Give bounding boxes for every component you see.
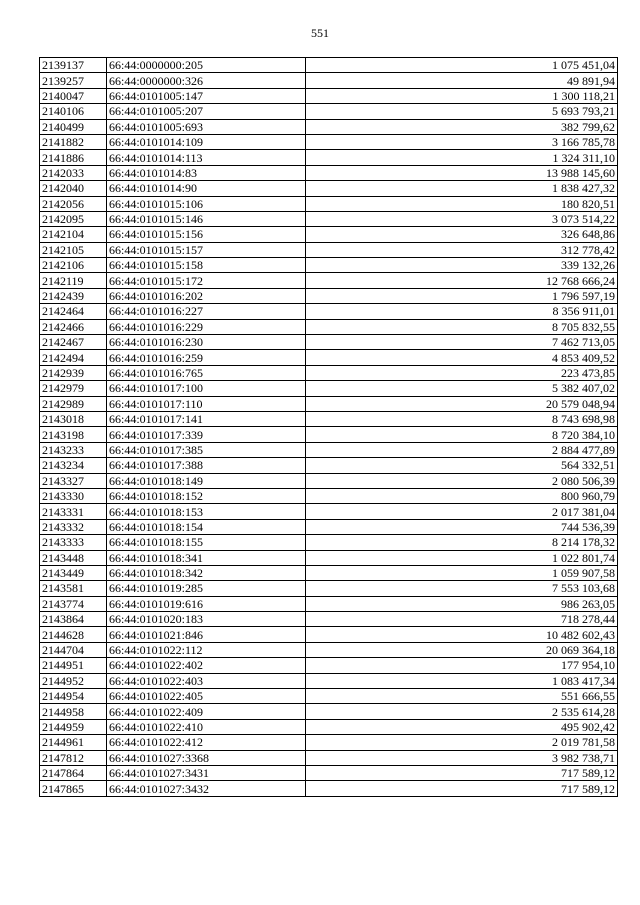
table-row <box>40 519 618 534</box>
value-cell: 1 300 118,21 <box>306 88 618 103</box>
table-row <box>40 411 618 426</box>
cadastral-number-cell: 66:44:0101015:158 <box>107 258 306 273</box>
table-row <box>40 442 618 457</box>
cadastral-number-cell: 66:44:0101015:146 <box>107 211 306 226</box>
table-row <box>40 335 618 350</box>
table-row <box>40 196 618 211</box>
value-cell: 3 982 738,71 <box>306 750 618 765</box>
table-row <box>40 488 618 503</box>
table-row <box>40 273 618 288</box>
id-cell: 2147812 <box>40 750 107 765</box>
cadastral-number-cell: 66:44:0101019:616 <box>107 596 306 611</box>
table-row <box>40 427 618 442</box>
cadastral-number-cell: 66:44:0101015:156 <box>107 227 306 242</box>
table-row <box>40 627 618 642</box>
id-cell: 2142439 <box>40 288 107 303</box>
id-cell: 2141882 <box>40 134 107 149</box>
cadastral-number-cell: 66:44:0101022:112 <box>107 642 306 657</box>
table-row <box>40 550 618 565</box>
table-row <box>40 119 618 134</box>
value-cell: 5 382 407,02 <box>306 381 618 396</box>
cadastral-number-cell: 66:44:0101017:110 <box>107 396 306 411</box>
cadastral-number-cell: 66:44:0101016:259 <box>107 350 306 365</box>
cadastral-number-cell: 66:44:0101022:409 <box>107 704 306 719</box>
id-cell: 2144961 <box>40 735 107 750</box>
value-cell: 1 083 417,34 <box>306 673 618 688</box>
id-cell: 2144628 <box>40 627 107 642</box>
table-row <box>40 642 618 657</box>
value-cell: 7 462 713,05 <box>306 335 618 350</box>
table-row <box>40 735 618 750</box>
cadastral-number-cell: 66:44:0101021:846 <box>107 627 306 642</box>
cadastral-number-cell: 66:44:0101015:172 <box>107 273 306 288</box>
id-cell: 2144958 <box>40 704 107 719</box>
id-cell: 2143233 <box>40 442 107 457</box>
cadastral-number-cell: 66:44:0101018:155 <box>107 535 306 550</box>
id-cell: 2142106 <box>40 258 107 273</box>
id-cell: 2140106 <box>40 104 107 119</box>
id-cell: 2144959 <box>40 719 107 734</box>
table-row <box>40 765 618 780</box>
value-cell: 717 589,12 <box>306 765 618 780</box>
table-row <box>40 227 618 242</box>
value-cell: 8 705 832,55 <box>306 319 618 334</box>
id-cell: 2142040 <box>40 181 107 196</box>
value-cell: 20 069 364,18 <box>306 642 618 657</box>
value-cell: 1 059 907,58 <box>306 565 618 580</box>
value-cell: 1 022 801,74 <box>306 550 618 565</box>
cadastral-number-cell: 66:44:0101016:229 <box>107 319 306 334</box>
id-cell: 2142464 <box>40 304 107 319</box>
table-body <box>40 58 618 797</box>
table-row <box>40 781 618 796</box>
id-cell: 2142119 <box>40 273 107 288</box>
id-cell: 2143449 <box>40 565 107 580</box>
table-row <box>40 458 618 473</box>
id-cell: 2139137 <box>40 58 107 73</box>
id-cell: 2142095 <box>40 211 107 226</box>
id-cell: 2139257 <box>40 73 107 88</box>
table-row <box>40 673 618 688</box>
value-cell: 744 536,39 <box>306 519 618 534</box>
id-cell: 2140047 <box>40 88 107 103</box>
table-row <box>40 596 618 611</box>
id-cell: 2144704 <box>40 642 107 657</box>
id-cell: 2147864 <box>40 765 107 780</box>
table-row <box>40 165 618 180</box>
cadastral-number-cell: 66:44:0101017:385 <box>107 442 306 457</box>
table-row <box>40 181 618 196</box>
value-cell: 4 853 409,52 <box>306 350 618 365</box>
cadastral-number-cell: 66:44:0101015:106 <box>107 196 306 211</box>
value-cell: 326 648,86 <box>306 227 618 242</box>
cadastral-number-cell: 66:44:0101018:153 <box>107 504 306 519</box>
id-cell: 2143448 <box>40 550 107 565</box>
cadastral-number-cell: 66:44:0101017:388 <box>107 458 306 473</box>
cadastral-number-cell: 66:44:0101014:113 <box>107 150 306 165</box>
table-row <box>40 381 618 396</box>
value-cell: 8 743 698,98 <box>306 411 618 426</box>
value-cell: 8 720 384,10 <box>306 427 618 442</box>
cadastral-number-cell: 66:44:0101019:285 <box>107 581 306 596</box>
value-cell: 10 482 602,43 <box>306 627 618 642</box>
cadastral-number-cell: 66:44:0101022:412 <box>107 735 306 750</box>
id-cell: 2144951 <box>40 658 107 673</box>
table-row <box>40 473 618 488</box>
table-row <box>40 350 618 365</box>
table-row <box>40 58 618 73</box>
table-row <box>40 73 618 88</box>
cadastral-number-cell: 66:44:0101017:100 <box>107 381 306 396</box>
value-cell: 49 891,94 <box>306 73 618 88</box>
value-cell: 7 553 103,68 <box>306 581 618 596</box>
cadastral-number-cell: 66:44:0101015:157 <box>107 242 306 257</box>
cadastral-number-cell: 66:44:0101017:339 <box>107 427 306 442</box>
table-row <box>40 242 618 257</box>
value-cell: 1 796 597,19 <box>306 288 618 303</box>
value-cell: 2 019 781,58 <box>306 735 618 750</box>
table-row <box>40 704 618 719</box>
table-row <box>40 535 618 550</box>
id-cell: 2147865 <box>40 781 107 796</box>
cadastral-number-cell: 66:44:0101027:3368 <box>107 750 306 765</box>
cadastral-number-cell: 66:44:0101005:207 <box>107 104 306 119</box>
data-table <box>39 57 618 797</box>
table-row <box>40 258 618 273</box>
cadastral-number-cell: 66:44:0101005:147 <box>107 88 306 103</box>
id-cell: 2142104 <box>40 227 107 242</box>
value-cell: 551 666,55 <box>306 689 618 704</box>
cadastral-number-cell: 66:44:0101018:342 <box>107 565 306 580</box>
value-cell: 2 017 381,04 <box>306 504 618 519</box>
cadastral-number-cell: 66:44:0101022:410 <box>107 719 306 734</box>
id-cell: 2143581 <box>40 581 107 596</box>
value-cell: 180 820,51 <box>306 196 618 211</box>
id-cell: 2142466 <box>40 319 107 334</box>
id-cell: 2143333 <box>40 535 107 550</box>
id-cell: 2143331 <box>40 504 107 519</box>
table-row <box>40 612 618 627</box>
value-cell: 312 778,42 <box>306 242 618 257</box>
table-row <box>40 288 618 303</box>
id-cell: 2143234 <box>40 458 107 473</box>
value-cell: 223 473,85 <box>306 365 618 380</box>
id-cell: 2142467 <box>40 335 107 350</box>
cadastral-number-cell: 66:44:0101022:403 <box>107 673 306 688</box>
value-cell: 20 579 048,94 <box>306 396 618 411</box>
page-number: 551 <box>311 26 329 40</box>
table-row <box>40 104 618 119</box>
cadastral-number-cell: 66:44:0101005:693 <box>107 119 306 134</box>
id-cell: 2144952 <box>40 673 107 688</box>
value-cell: 1 075 451,04 <box>306 58 618 73</box>
id-cell: 2142989 <box>40 396 107 411</box>
id-cell: 2143774 <box>40 596 107 611</box>
id-cell: 2143018 <box>40 411 107 426</box>
cadastral-number-cell: 66:44:0101016:765 <box>107 365 306 380</box>
id-cell: 2143864 <box>40 612 107 627</box>
id-cell: 2144954 <box>40 689 107 704</box>
id-cell: 2143330 <box>40 488 107 503</box>
value-cell: 12 768 666,24 <box>306 273 618 288</box>
value-cell: 717 589,12 <box>306 781 618 796</box>
value-cell: 2 884 477,89 <box>306 442 618 457</box>
value-cell: 1 324 311,10 <box>306 150 618 165</box>
cadastral-number-cell: 66:44:0101014:109 <box>107 134 306 149</box>
table-row <box>40 504 618 519</box>
value-cell: 564 332,51 <box>306 458 618 473</box>
cadastral-number-cell: 66:44:0101018:152 <box>107 488 306 503</box>
cadastral-number-cell: 66:44:0101014:90 <box>107 181 306 196</box>
id-cell: 2143198 <box>40 427 107 442</box>
table-row <box>40 581 618 596</box>
table-row <box>40 88 618 103</box>
value-cell: 2 535 614,28 <box>306 704 618 719</box>
cadastral-number-cell: 66:44:0101022:402 <box>107 658 306 673</box>
cadastral-number-cell: 66:44:0000000:205 <box>107 58 306 73</box>
value-cell: 13 988 145,60 <box>306 165 618 180</box>
value-cell: 5 693 793,21 <box>306 104 618 119</box>
cadastral-number-cell: 66:44:0101022:405 <box>107 689 306 704</box>
id-cell: 2143327 <box>40 473 107 488</box>
cadastral-number-cell: 66:44:0101020:183 <box>107 612 306 627</box>
id-cell: 2140499 <box>40 119 107 134</box>
cadastral-number-cell: 66:44:0101018:149 <box>107 473 306 488</box>
value-cell: 495 902,42 <box>306 719 618 734</box>
table-row <box>40 304 618 319</box>
cadastral-number-cell: 66:44:0101014:83 <box>107 165 306 180</box>
id-cell: 2141886 <box>40 150 107 165</box>
cadastral-number-cell: 66:44:0101018:154 <box>107 519 306 534</box>
id-cell: 2142979 <box>40 381 107 396</box>
value-cell: 1 838 427,32 <box>306 181 618 196</box>
id-cell: 2142033 <box>40 165 107 180</box>
table-row <box>40 565 618 580</box>
value-cell: 8 214 178,32 <box>306 535 618 550</box>
id-cell: 2142939 <box>40 365 107 380</box>
cadastral-number-cell: 66:44:0101018:341 <box>107 550 306 565</box>
id-cell: 2143332 <box>40 519 107 534</box>
id-cell: 2142105 <box>40 242 107 257</box>
cadastral-number-cell: 66:44:0101016:230 <box>107 335 306 350</box>
table-row <box>40 719 618 734</box>
id-cell: 2142056 <box>40 196 107 211</box>
id-cell: 2142494 <box>40 350 107 365</box>
table-row <box>40 658 618 673</box>
cadastral-number-cell: 66:44:0000000:326 <box>107 73 306 88</box>
value-cell: 177 954,10 <box>306 658 618 673</box>
cadastral-number-cell: 66:44:0101017:141 <box>107 411 306 426</box>
value-cell: 3 166 785,78 <box>306 134 618 149</box>
value-cell: 8 356 911,01 <box>306 304 618 319</box>
cadastral-number-cell: 66:44:0101016:227 <box>107 304 306 319</box>
cadastral-number-cell: 66:44:0101016:202 <box>107 288 306 303</box>
table-row <box>40 134 618 149</box>
value-cell: 3 073 514,22 <box>306 211 618 226</box>
table-row <box>40 319 618 334</box>
table-row <box>40 211 618 226</box>
table-row <box>40 689 618 704</box>
value-cell: 800 960,79 <box>306 488 618 503</box>
table-row <box>40 750 618 765</box>
table-row <box>40 150 618 165</box>
table-row <box>40 396 618 411</box>
value-cell: 2 080 506,39 <box>306 473 618 488</box>
cadastral-number-cell: 66:44:0101027:3431 <box>107 765 306 780</box>
value-cell: 382 799,62 <box>306 119 618 134</box>
value-cell: 718 278,44 <box>306 612 618 627</box>
table-row <box>40 365 618 380</box>
value-cell: 339 132,26 <box>306 258 618 273</box>
cadastral-number-cell: 66:44:0101027:3432 <box>107 781 306 796</box>
value-cell: 986 263,05 <box>306 596 618 611</box>
